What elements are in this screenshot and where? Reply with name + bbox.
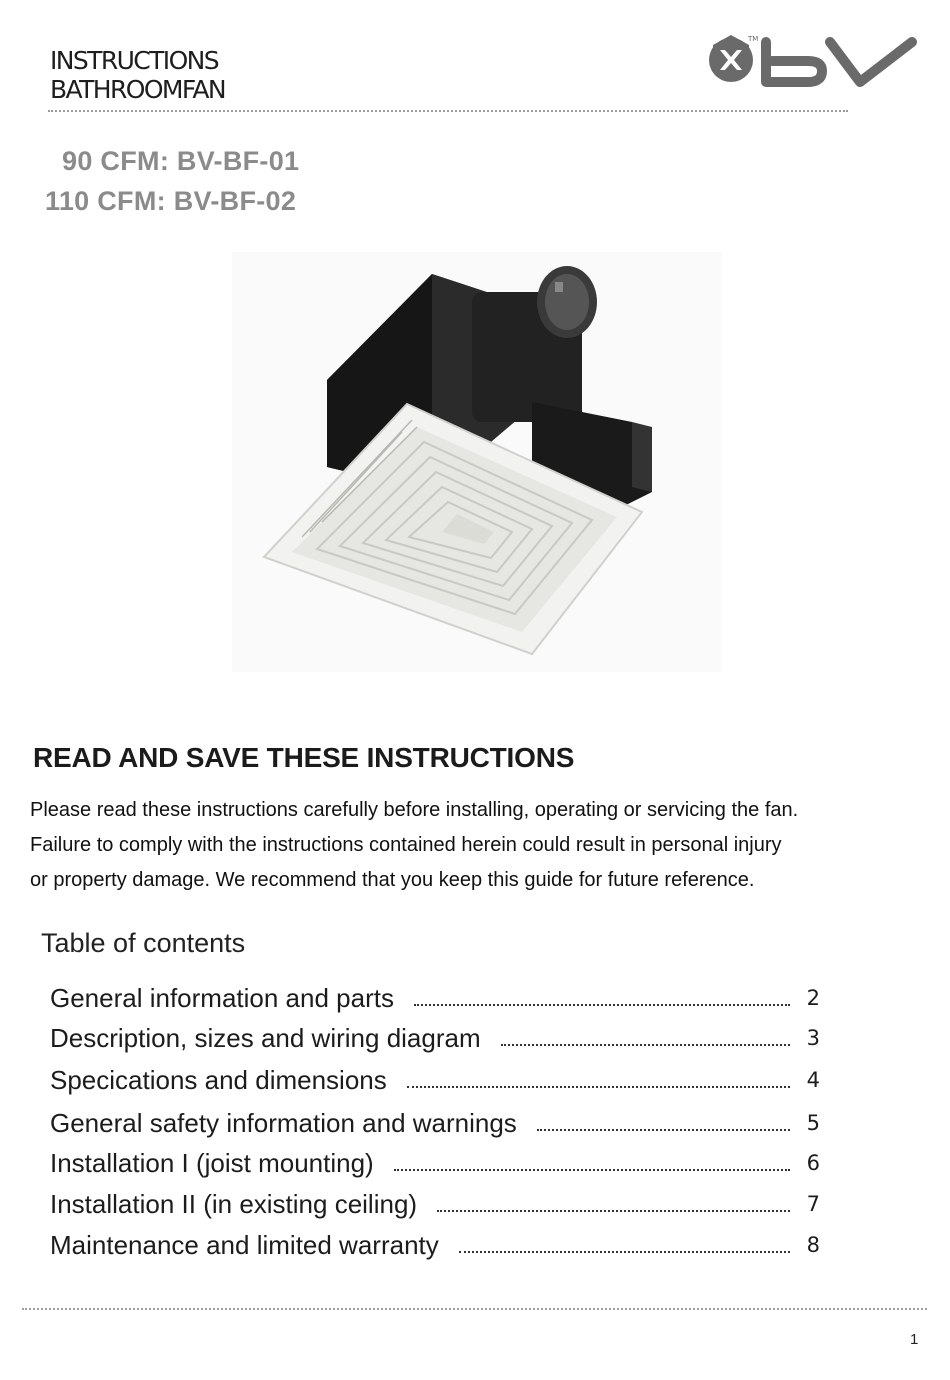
- toc-entry-page: 7: [806, 1192, 820, 1216]
- toc-heading: Table of contents: [41, 928, 246, 958]
- title-line-1: INSTRUCTIONS: [50, 46, 219, 75]
- model-90cfm: 90 CFM: BV-BF-01: [62, 146, 300, 176]
- header-divider: [48, 110, 848, 112]
- toc-entry[interactable]: [50, 1143, 820, 1183]
- intro-line: or property damage. We recommend that you keep this guide for future reference.: [30, 869, 755, 891]
- read-save-heading: READ AND SAVE THESE INSTRUCTIONS: [33, 742, 575, 773]
- intro-line: Failure to comply with the instructions contained herein could result in personal injury: [30, 834, 782, 856]
- intro-line: Please read these instructions carefully before installing, operating or servicing the fan.: [30, 799, 799, 821]
- document-title: [50, 46, 370, 104]
- toc-entry[interactable]: [50, 1060, 820, 1100]
- intro-paragraph: [30, 795, 920, 900]
- product-image: [232, 252, 722, 672]
- toc-entry-label: Description, sizes and wiring diagram: [50, 1022, 481, 1053]
- toc-entry-label: Specications and dimensions: [50, 1064, 387, 1095]
- toc-entry[interactable]: [50, 1018, 820, 1058]
- footer-divider: [22, 1308, 927, 1310]
- toc-leader-dots: [501, 1044, 790, 1046]
- toc-entry[interactable]: [50, 1225, 820, 1265]
- toc-entry-page: 6: [806, 1151, 820, 1175]
- toc-leader-dots: [459, 1251, 790, 1253]
- bv-logo: [698, 28, 928, 98]
- toc-entry-page: 5: [806, 1111, 820, 1135]
- toc-entry-page: 2: [806, 986, 820, 1010]
- toc-leader-dots: [394, 1169, 790, 1171]
- toc-entry-page: 4: [806, 1068, 820, 1092]
- trademark-mark: TM: [748, 35, 759, 43]
- toc-leader-dots: [407, 1086, 790, 1088]
- toc-entry-label: Installation II (in existing ceiling): [50, 1188, 418, 1219]
- logo-letters: [766, 42, 912, 82]
- toc-entry-label: Maintenance and limited warranty: [50, 1229, 439, 1260]
- toc-leader-dots: [414, 1004, 790, 1006]
- toc-entry[interactable]: [50, 1184, 820, 1224]
- toc-leader-dots: [437, 1210, 790, 1212]
- title-line-2: BATHROOMFAN: [50, 75, 225, 104]
- toc-entry-label: Installation I (joist mounting): [50, 1147, 374, 1178]
- toc-entry[interactable]: [50, 978, 820, 1018]
- toc-leader-dots: [537, 1129, 790, 1131]
- logo-mark-icon: [709, 35, 753, 82]
- page-number: 1: [910, 1331, 919, 1348]
- toc-entry-page: 8: [806, 1233, 820, 1257]
- toc-entry[interactable]: [50, 1103, 820, 1143]
- toc-entry-page: 3: [806, 1026, 820, 1050]
- model-110cfm: 110 CFM: BV-BF-02: [45, 186, 297, 216]
- toc-entry-label: General safety information and warnings: [50, 1107, 517, 1138]
- toc-entry-label: General information and parts: [50, 982, 394, 1013]
